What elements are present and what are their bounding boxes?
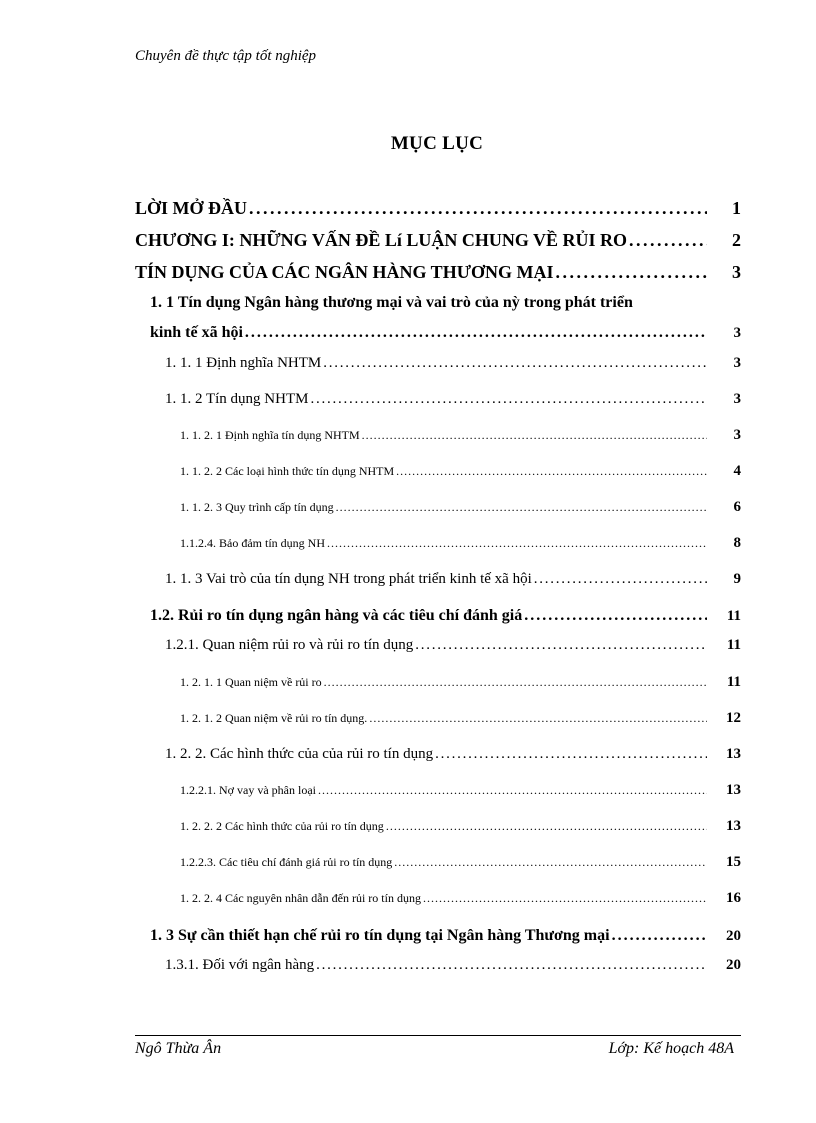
toc-entry[interactable] [180,854,741,871]
toc-entry[interactable] [150,324,741,342]
toc-entry-page: 2 [732,230,741,250]
toc-entry-label: 1.1.2.4. Bảo đảm tín dụng NH [180,536,325,550]
toc-entry-label: 1.2.2.1. Nợ vay và phân loại [180,783,316,797]
toc-entry-page: 3 [732,262,741,282]
toc-entry-label: TÍN DỤNG CỦA CÁC NGÂN HÀNG THƯƠNG MẠI [135,262,554,282]
toc-leader-dots [612,927,707,945]
toc-entry-page: 3 [733,391,741,407]
toc-entry[interactable] [165,571,741,588]
toc-entry-label: 1. 1. 3 Vai trò của tín dụng NH trong phát triển kinh tế xã hội [165,571,532,587]
toc-entry-label: 1. 1. 2. 1 Định nghĩa tín dụng NHTM [180,428,360,442]
toc-leader-dots [423,891,707,906]
toc-leader-dots [534,571,707,588]
toc-leader-dots [524,607,707,625]
running-header: Chuyên đề thực tập tốt nghiệp [135,48,317,64]
footer-author: Ngô Thừa Ân [135,1040,222,1057]
toc-entry[interactable] [165,391,741,408]
toc-leader-dots [369,711,707,726]
toc-entry-page: 4 [733,463,741,479]
toc-entry-label: 1. 2. 2. 2 Các hình thức của rủi ro tín dụng [180,819,384,833]
toc-entry-label: CHƯƠNG I: NHỮNG VẤN ĐỀ Lí LUẬN CHUNG VỀ RỦI RO [135,230,628,250]
toc-entry[interactable] [180,427,741,444]
toc-entry-label: 1. 1. 2. 2 Các loại hình thức tín dụng NHTM [180,464,395,478]
toc-leader-dots [310,391,707,408]
toc-entry-label: 1. 1. 2 Tín dụng NHTM [165,391,309,407]
toc-entry-label: 1. 2. 1. 2 Quan niệm về rủi ro tín dụng. [180,711,368,725]
toc-entry[interactable] [180,535,741,552]
toc-entry[interactable] [150,927,741,945]
toc-entry[interactable] [180,782,741,799]
toc-entry-label[interactable]: 1. 1 Tín dụng Ngân hàng thương mại và vai trò của nỳ trong phát triển [150,294,633,311]
toc-entry[interactable] [165,746,741,763]
toc-entry-label: 1. 3 Sự cần thiết hạn chế rủi ro tín dụng tại Ngân hàng Thương mại [150,927,610,944]
toc-entry-page: 13 [726,818,741,834]
toc-leader-dots [629,230,707,251]
toc-leader-dots [327,536,707,551]
toc-leader-dots [435,746,707,763]
toc-entry-label: 1.2. Rủi ro tín dụng ngân hàng và các tiêu chí đánh giá [150,607,523,624]
toc-leader-dots [245,324,707,342]
toc-entry-page: 13 [726,746,741,762]
toc-entry-page: 3 [733,325,741,341]
toc-entry-page: 20 [726,957,741,973]
toc-entry[interactable] [180,499,741,516]
toc-entry-label: LỜI MỞ ĐẦU [135,198,247,218]
toc-entry-page: 13 [726,782,741,798]
toc-entry-label: 1. 2. 2. Các hình thức của của rủi ro tín dụng [165,746,434,762]
toc-entry[interactable] [180,890,741,907]
toc-leader-dots [318,783,707,798]
toc-leader-dots [386,819,707,834]
toc-entry-page: 20 [726,928,741,944]
toc-entry-page: 9 [733,571,741,587]
toc-leader-dots [415,637,707,654]
toc-entry-label: 1. 2. 1. 1 Quan niệm về rủi ro [180,675,322,689]
toc-entry-page: 11 [726,674,741,690]
toc-entry[interactable] [135,230,741,251]
toc-leader-dots [316,957,707,974]
toc-entry-page: 8 [733,535,741,551]
footer-class: Lớp: Kế hoạch 48A [608,1040,734,1057]
toc-entry[interactable] [135,262,741,283]
toc-entry-page: 1 [732,198,741,218]
toc-entry[interactable] [165,957,741,974]
toc-entry-page: 3 [733,355,741,371]
toc-entry-page: 6 [733,499,741,515]
toc-entry-label: 1.3.1. Đối với ngân hàng [165,957,315,973]
toc-leader-dots [336,500,707,515]
toc-entry-label: 1.2.1. Quan niệm rủi ro và rủi ro tín dụng [165,637,414,653]
toc-leader-dots [394,855,707,870]
toc-leader-dots [396,464,707,479]
page-title: MỤC LỤC [390,133,484,154]
toc-entry-page: 12 [726,710,741,726]
toc-entry-page: 15 [726,854,741,870]
toc-leader-dots [556,262,707,283]
toc-entry-label: 1. 1. 1 Định nghĩa NHTM [165,355,322,371]
toc-leader-dots [362,428,707,443]
toc-entry[interactable] [180,463,741,480]
toc-leader-dots [249,198,707,219]
toc-entry[interactable] [150,607,741,625]
toc-entry-label: 1. 2. 2. 4 Các nguyên nhân dẫn đến rủi ro tín dụng [180,891,421,905]
toc-entry[interactable] [180,674,741,691]
toc-entry-label-continued: kinh tế xã hội [150,324,243,341]
toc-entry[interactable] [165,355,741,372]
toc-entry[interactable] [135,198,741,219]
toc-entry-page: 11 [726,608,741,624]
toc-entry-label: 1.2.2.3. Các tiêu chí đánh giá rủi ro tín dụng [180,855,393,869]
toc-entry[interactable] [180,818,741,835]
footer-divider [135,1035,741,1036]
toc-entry-page: 11 [726,637,741,653]
toc-entry-page: 3 [733,427,741,443]
toc-entry[interactable] [180,710,741,727]
toc-leader-dots [323,355,707,372]
toc-entry-label: 1. 1. 2. 3 Quy trình cấp tín dụng [180,500,334,514]
toc-entry-page: 16 [726,890,741,906]
toc-leader-dots [324,675,707,690]
toc-entry[interactable] [165,637,741,654]
